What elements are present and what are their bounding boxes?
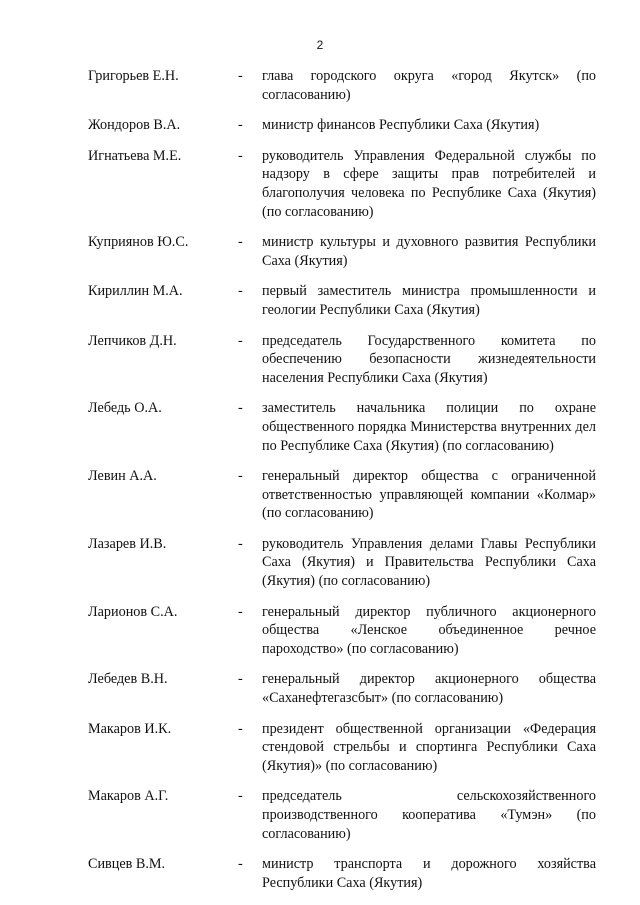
list-item <box>88 147 596 221</box>
list-item <box>88 467 596 523</box>
dash-separator: - <box>238 117 243 134</box>
member-position: генеральный директор акционерного общества «Саханефтегазсбыт» (по согласованию) <box>262 671 596 707</box>
members-list <box>88 67 596 904</box>
member-name: Макаров А.Г. <box>88 788 169 805</box>
dash-separator: - <box>238 68 243 84</box>
dash-separator: - <box>238 720 243 737</box>
member-name: Игнатьева М.Е. <box>88 147 182 164</box>
list-item <box>88 116 596 135</box>
member-name: Лазарев И.В. <box>88 535 167 552</box>
list-item <box>88 399 596 455</box>
dash-separator: - <box>238 788 243 805</box>
member-name: Левин А.А. <box>88 468 157 485</box>
member-name: Ларионов С.А. <box>88 603 178 620</box>
member-position: министр культуры и духовного развития Республики Саха (Якутия) <box>262 234 596 269</box>
member-name: Лебедев В.Н. <box>88 671 168 688</box>
member-position: заместитель начальника полиции по охране общественного порядка Министерства внутренних дел по Республике Саха (Якутия) (по согласованию) <box>262 400 596 454</box>
list-item <box>88 233 596 270</box>
dash-separator: - <box>238 671 243 688</box>
list-item <box>88 282 596 319</box>
member-name: Макаров И.К. <box>88 720 172 737</box>
member-position: министр финансов Республики Саха (Якутия) <box>262 117 540 134</box>
list-item <box>88 670 596 707</box>
dash-separator: - <box>238 332 243 349</box>
dash-separator: - <box>238 147 243 164</box>
dash-separator: - <box>238 283 243 300</box>
member-position: руководитель Управления делами Главы Республики Саха (Якутия) и Правительства Республики Саха (Якутия) (по согласованию) <box>262 535 596 590</box>
list-item <box>88 855 596 892</box>
member-position: генеральный директор публичного акционерного общества «Ленское объединенное речное пароходство» (по согласованию) <box>262 603 596 657</box>
member-name: Жондоров В.А. <box>88 117 181 134</box>
dash-separator: - <box>238 468 243 485</box>
member-name: Кириллин М.А. <box>88 283 183 300</box>
dash-separator: - <box>238 400 243 417</box>
member-position: первый заместитель министра промышленности и геологии Республики Саха (Якутия) <box>262 283 596 318</box>
member-position: президент общественной организации «Федерация стендовой стрельбы и спортинга Республики Саха (Якутия)» (по согласованию) <box>262 720 596 774</box>
member-position: председатель сельскохозяйственного производственного кооператива «Тумэн» (по согласованию) <box>262 788 596 842</box>
dash-separator: - <box>238 856 243 873</box>
list-item <box>88 787 596 843</box>
member-position: председатель Государственного комитета по обеспечению безопасности жизнедеятельности населения Республики Саха (Якутия) <box>262 332 596 386</box>
dash-separator: - <box>238 603 243 620</box>
list-item <box>88 603 596 659</box>
member-name: Григорьев Е.Н. <box>88 68 179 84</box>
dash-separator: - <box>238 535 243 552</box>
list-item <box>88 535 596 591</box>
member-position: генеральный директор общества с ограниченной ответственностью управляющей компании «Колмар» (по согласованию) <box>262 468 596 522</box>
dash-separator: - <box>238 234 243 251</box>
member-position: министр транспорта и дорожного хозяйства Республики Саха (Якутия) <box>262 856 596 891</box>
member-position: глава городского округа «город Якутск» (по согласованию) <box>262 68 596 103</box>
member-name: Куприянов Ю.С. <box>88 234 189 251</box>
list-item <box>88 67 596 104</box>
member-name: Лебедь О.А. <box>88 400 162 417</box>
member-name: Лепчиков Д.Н. <box>88 332 177 349</box>
member-position: руководитель Управления Федеральной службы по надзору в сфере защиты прав потребителей и благополучия человека по Республике Саха (Якутия) (по согласованию) <box>262 147 596 220</box>
list-item <box>88 720 596 776</box>
member-name: Сивцев В.М. <box>88 856 166 873</box>
list-item <box>88 332 596 388</box>
page-number: 2 <box>316 38 324 52</box>
